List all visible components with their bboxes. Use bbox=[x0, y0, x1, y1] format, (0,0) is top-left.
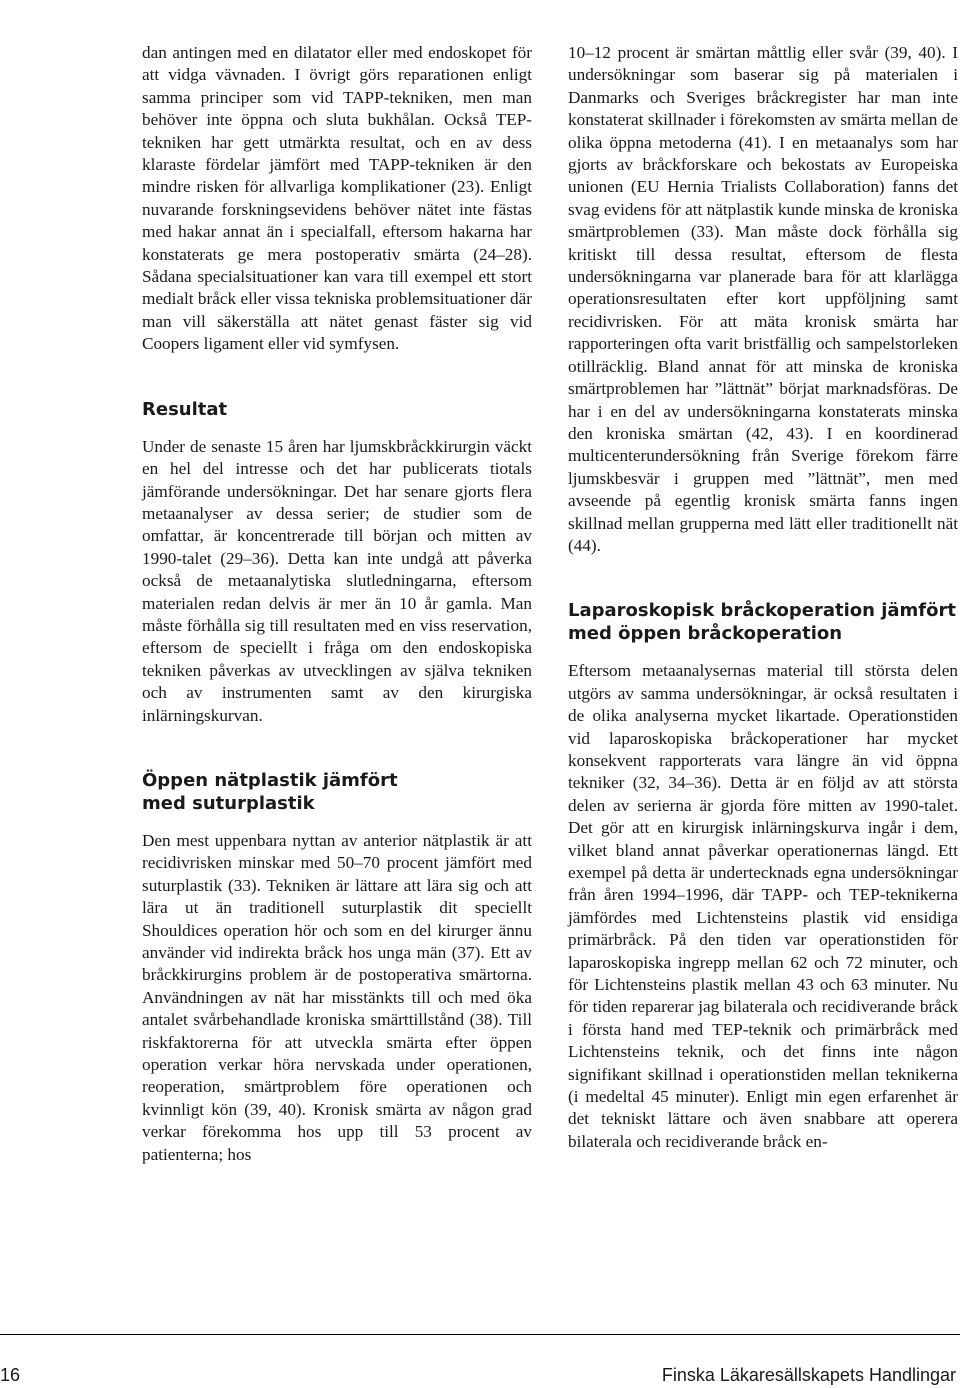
open-mesh-paragraph: Den mest uppenbara nyttan av anterior nätplastik är att recidivrisken minskar med 50–70 procent jämfört med suturplastik (33). Tekniken är lättare att lära sig och att lära ut än traditionell suturplastik dit speciellt Shouldices operation hör och som en del kirurger ännu använder vid indirekta bråck hos unga män (37). Ett av bråckkirurgins problem är de postoperativa smärtorna. Användningen av nät har misstänkts till och med öka antalet svårbehandlade kroniska smärttillstånd (38). Till riskfaktorerna för att utveckla smärta efter öppen operation verkar höra nervskada under operationen, reoperation, smärtproblem före operationen och kvinnligt kön (39, 40). Kronisk smärta av någon grad verkar förekomma hos upp till 53 procent av patienterna; hos bbox=[142, 830, 532, 1164]
continued-paragraph: 10–12 procent är smärtan måttlig eller svår (39, 40). I undersökningar som baserar sig på materialen i Danmarks och Sveriges bråckregister har man inte konstaterat skillnader i förekomsten av smärta mellan de olika öppna metoderna (41). I en metaanalys som har gjorts av bråckforskare och bekostats av Europeiska unionen (EU Hernia Trialists Collaboration) fanns det svag evidens för att nätplastik kunde minska de kroniska smärtproblemen (33). Man måste dock förhålla sig kritiskt till dessa resultat, eftersom de flesta undersökningarna var planerade bara för att klarlägga operationsresultaten efter kort uppföljning samt recidivrisken. För att mäta kronisk smärta har rapporteringen ofta varit bristfällig och sampelstorleken otillräcklig. Bland annat för att minska de kroniska smärtproblemen har ”lättnät” börjat marknadsföras. De har i en del av undersökningarna konstaterats minska den kroniska smärtan (42, 43). I en koordinerad multicenterundersökning från Sverige förekom färre ljumskbesvär i gruppen med ”lättnät”, men med avseende på egentlig kronisk smärta fanns ingen skillnad mellan grupperna med lätt eller traditionellt nät (44). bbox=[568, 43, 958, 555]
laparoscopic-heading-line1: Laparoskopisk bråckoperation jämfört bbox=[568, 600, 956, 622]
laparoscopic-heading bbox=[568, 599, 958, 645]
results-heading: Resultat bbox=[142, 398, 228, 420]
open-mesh-heading bbox=[142, 769, 532, 815]
footer-rule bbox=[0, 1334, 960, 1335]
results-paragraph: Under de senaste 15 åren har ljumskbråckkirurgin väckt en hel del intresse och det har publicerats tiotals jämförande undersökningar. Det har senare gjorts flera metaanalyser av dessa serier; de studier som de omfattar, är koncentrerade till början och mitten av 1990-talet (29–36). Detta kan inte undgå att påverka också de metaanalytiska slutledningarna, eftersom materialen redan delvis är mer än 10 år gamla. Man måste förhålla sig till resultaten med en viss reservation, eftersom de speciellt i fråga om den endoskopiska tekniken påverkas av utvecklingen av själva tekniken och av instrumenten samt av den kirurgiska inlärningskurvan. bbox=[142, 436, 532, 725]
open-mesh-heading-line2: med suturplastik bbox=[142, 792, 315, 814]
intro-paragraph: dan antingen med en dilatator eller med endoskopet för att vidga vävnaden. I övrigt görs reparationen enligt samma principer som vid TAPP-tekniken, men man behöver inte öppna och sluta bukhålan. Också TEP-tekniken har gett utmärkta resultat, och en av dess klaraste fördelar jämfört med TAPP-tekniken är den mindre risken för allvarliga komplikationer (23). Enligt nuvarande forskningsevidens behöver nätet inte fästas med hakar annat än i specialfall, eftersom hakarna har konstaterats ge mera postoperativ smärta (24–28). Sådana specialsituationer kan vara till exempel ett stort medialt bråck eller vissa tekniska problemsituationer där man vill säkerställa att nätet genast fäster sig vid Coopers ligament eller vid symfysen. bbox=[142, 43, 532, 354]
laparoscopic-paragraph: Eftersom metaanalysernas material till största delen utgörs av samma undersökningar, är också resultaten i de olika analyserna mycket likartade. Operationstiden vid laparoskopiska bråckoperationer har mycket konsekvent rapporterats vara längre än vid öppna tekniker (32, 34–36). Detta är en följd av att största delen av serierna är gjorda före mitten av 1990-talet. Det gör att en kirurgisk inlärningskurva ingår i dem, vilket bland annat påverkar operationernas längd. Ett exempel på detta är undertecknads egna undersökningar från åren 1994–1996, där TAPP- och TEP-teknikerna jämfördes med Lichtensteins plastik vid ensidiga primärbråck. På den tiden var operationstiden för laparoskopiska ingrepp mellan 62 och 72 minuter, och för Lichtensteins plastik mellan 43 och 63 minuter. Nu för tiden reparerar jag bilaterala och recidiverande bråck i första hand med TEP-teknik och primärbråck med Lichtensteins teknik, och det finns inte någon signifikant skillnad i operationstiden mellan teknikerna (i medeltal 45 minuter). Enligt min egen erfarenhet är det tekniskt lättare och även snabbare att operera bilaterala och recidiverande bråck en- bbox=[568, 661, 958, 1151]
left-column bbox=[142, 42, 532, 1166]
page-number: 16 bbox=[0, 1365, 21, 1385]
journal-name: Finska Läkaresällskapets Handlingar bbox=[661, 1365, 956, 1385]
open-mesh-heading-line1: Öppen nätplastik jämfört bbox=[142, 769, 398, 791]
right-column bbox=[568, 42, 958, 1153]
laparoscopic-heading-line2: med öppen bråckoperation bbox=[568, 623, 843, 645]
